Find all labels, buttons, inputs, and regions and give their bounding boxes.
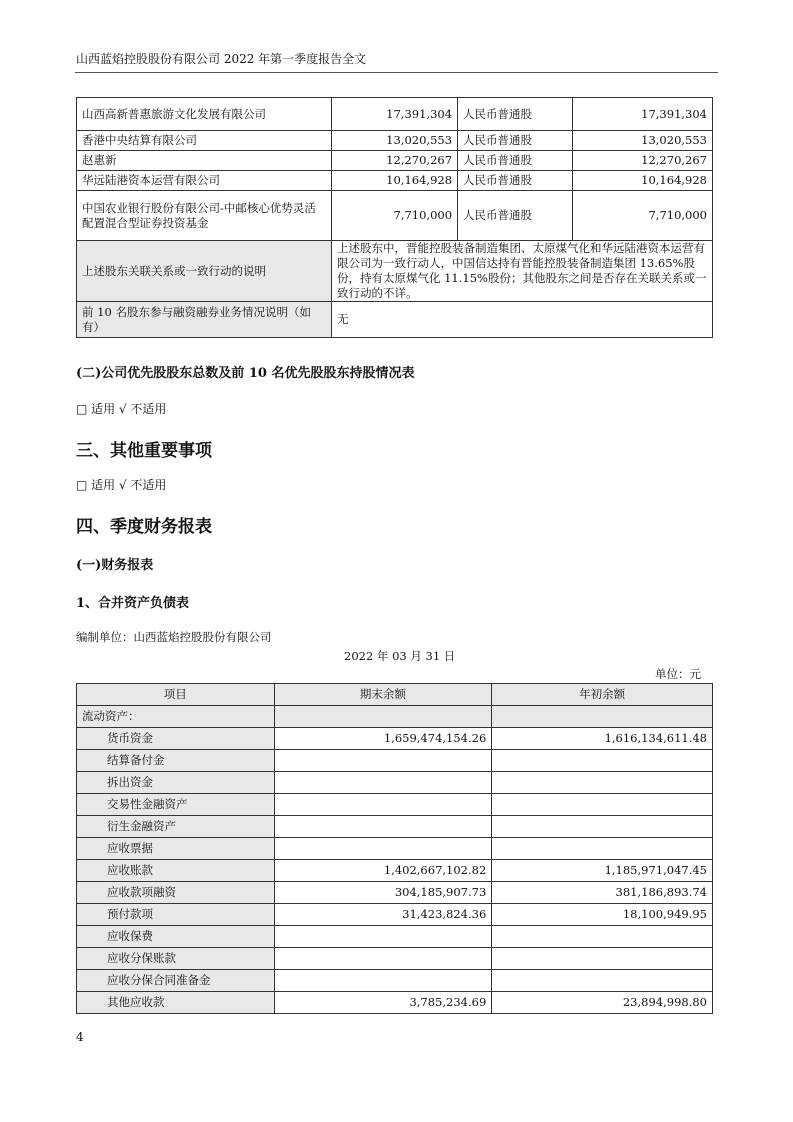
period-end-value: 304,185,907.73 xyxy=(274,882,492,904)
preparer-unit: 编制单位：山西蓝焰控股股份有限公司 xyxy=(76,630,272,644)
year-begin-value: 1,616,134,611.48 xyxy=(492,728,713,750)
shareholder-name: 中国农业银行股份有限公司-中邮核心优势灵活配置混合型证券投资基金 xyxy=(77,191,332,241)
related-parties-row xyxy=(77,241,713,302)
table-row xyxy=(77,948,713,970)
related-text: 上述股东中，晋能控股装备制造集团、太原煤气化和华远陆港资本运营有限公司为一致行动人，中国信达持有晋能控股装备制造集团 13.65%股份，持有太原煤气化 11.15%股份；其他股东之间是否存在关联关系或一致行动的不详。 xyxy=(331,241,712,302)
shares-held: 10,164,928 xyxy=(331,171,457,191)
period-end-value xyxy=(274,794,492,816)
table-row xyxy=(77,772,713,794)
period-end-value xyxy=(274,772,492,794)
shareholders-table xyxy=(76,97,713,338)
period-end-value: 3,785,234.69 xyxy=(274,992,492,1014)
share-amount: 17,391,304 xyxy=(572,98,712,131)
table-row xyxy=(77,131,713,151)
applicability-option: □ 适用 √ 不适用 xyxy=(76,402,167,416)
shareholder-name: 山西高新普惠旅游文化发展有限公司 xyxy=(77,98,332,131)
line-item-name: 其他应收款 xyxy=(77,992,275,1014)
share-type: 人民币普通股 xyxy=(458,151,573,171)
table-row xyxy=(77,816,713,838)
year-begin-value xyxy=(492,948,713,970)
margin-text: 无 xyxy=(331,302,712,338)
year-begin-value xyxy=(492,794,713,816)
line-item-name: 应收票据 xyxy=(77,838,275,860)
table-row xyxy=(77,98,713,131)
section-title: 三、其他重要事项 xyxy=(76,441,212,461)
period-end-value xyxy=(274,970,492,992)
table-row xyxy=(77,992,713,1014)
subsection-title: 1、合并资产负债表 xyxy=(76,596,190,611)
period-end-value: 1,402,667,102.82 xyxy=(274,860,492,882)
line-item-name: 结算备付金 xyxy=(77,750,275,772)
related-label: 上述股东关联关系或一致行动的说明 xyxy=(77,241,332,302)
table-row xyxy=(77,860,713,882)
line-item-name: 交易性金融资产 xyxy=(77,794,275,816)
page-number: 4 xyxy=(76,1030,84,1044)
year-begin-value xyxy=(492,970,713,992)
section-title: 四、季度财务报表 xyxy=(76,517,212,537)
currency-unit: 单位：元 xyxy=(655,667,701,681)
line-item-name: 衍生金融资产 xyxy=(77,816,275,838)
line-item-name: 应收分保合同准备金 xyxy=(77,970,275,992)
table-row xyxy=(77,728,713,750)
period-end-value xyxy=(274,948,492,970)
document-header: 山西蓝焰控股股份有限公司 2022 年第一季度报告全文 xyxy=(76,52,367,66)
shareholder-name: 香港中央结算有限公司 xyxy=(77,131,332,151)
empty-cell xyxy=(274,706,492,728)
table-row xyxy=(77,151,713,171)
line-item-name: 预付款项 xyxy=(77,904,275,926)
year-begin-value: 381,186,893.74 xyxy=(492,882,713,904)
share-amount: 13,020,553 xyxy=(572,131,712,151)
subsection-title: (一)财务报表 xyxy=(76,558,154,573)
column-header: 年初余额 xyxy=(492,684,713,706)
header-rule xyxy=(75,72,718,73)
year-begin-value xyxy=(492,772,713,794)
applicability-option: □ 适用 √ 不适用 xyxy=(76,478,167,492)
line-item-name: 拆出资金 xyxy=(77,772,275,794)
table-row xyxy=(77,750,713,772)
period-end-value xyxy=(274,838,492,860)
table-row xyxy=(77,794,713,816)
period-end-value xyxy=(274,926,492,948)
shares-held: 12,270,267 xyxy=(331,151,457,171)
section-title: (二)公司优先股股东总数及前 10 名优先股股东持股情况表 xyxy=(76,366,415,381)
table-header-row xyxy=(77,684,713,706)
year-begin-value xyxy=(492,750,713,772)
share-type: 人民币普通股 xyxy=(458,171,573,191)
year-begin-value xyxy=(492,816,713,838)
share-type: 人民币普通股 xyxy=(458,131,573,151)
column-header: 项目 xyxy=(77,684,275,706)
year-begin-value: 23,894,998.80 xyxy=(492,992,713,1014)
margin-trading-row xyxy=(77,302,713,338)
share-type: 人民币普通股 xyxy=(458,191,573,241)
year-begin-value: 18,100,949.95 xyxy=(492,904,713,926)
line-item-name: 应收账款 xyxy=(77,860,275,882)
table-row xyxy=(77,926,713,948)
table-row xyxy=(77,171,713,191)
group-label: 流动资产： xyxy=(77,706,275,728)
table-row xyxy=(77,191,713,241)
line-item-name: 应收保费 xyxy=(77,926,275,948)
shareholder-name: 赵惠新 xyxy=(77,151,332,171)
share-type: 人民币普通股 xyxy=(458,98,573,131)
year-begin-value xyxy=(492,926,713,948)
share-amount: 12,270,267 xyxy=(572,151,712,171)
group-row xyxy=(77,706,713,728)
share-amount: 7,710,000 xyxy=(572,191,712,241)
period-end-value xyxy=(274,816,492,838)
year-begin-value xyxy=(492,838,713,860)
table-row xyxy=(77,970,713,992)
share-amount: 10,164,928 xyxy=(572,171,712,191)
period-end-value: 31,423,824.36 xyxy=(274,904,492,926)
line-item-name: 应收款项融资 xyxy=(77,882,275,904)
column-header: 期末余额 xyxy=(274,684,492,706)
period-end-value xyxy=(274,750,492,772)
report-date: 2022 年 03 月 31 日 xyxy=(344,649,456,663)
table-row xyxy=(77,904,713,926)
shares-held: 17,391,304 xyxy=(331,98,457,131)
line-item-name: 应收分保账款 xyxy=(77,948,275,970)
line-item-name: 货币资金 xyxy=(77,728,275,750)
shares-held: 7,710,000 xyxy=(331,191,457,241)
shareholder-name: 华远陆港资本运营有限公司 xyxy=(77,171,332,191)
margin-label: 前 10 名股东参与融资融券业务情况说明（如有） xyxy=(77,302,332,338)
table-row xyxy=(77,882,713,904)
empty-cell xyxy=(492,706,713,728)
year-begin-value: 1,185,971,047.45 xyxy=(492,860,713,882)
period-end-value: 1,659,474,154.26 xyxy=(274,728,492,750)
balance-sheet-table xyxy=(76,683,713,1014)
shares-held: 13,020,553 xyxy=(331,131,457,151)
table-row xyxy=(77,838,713,860)
